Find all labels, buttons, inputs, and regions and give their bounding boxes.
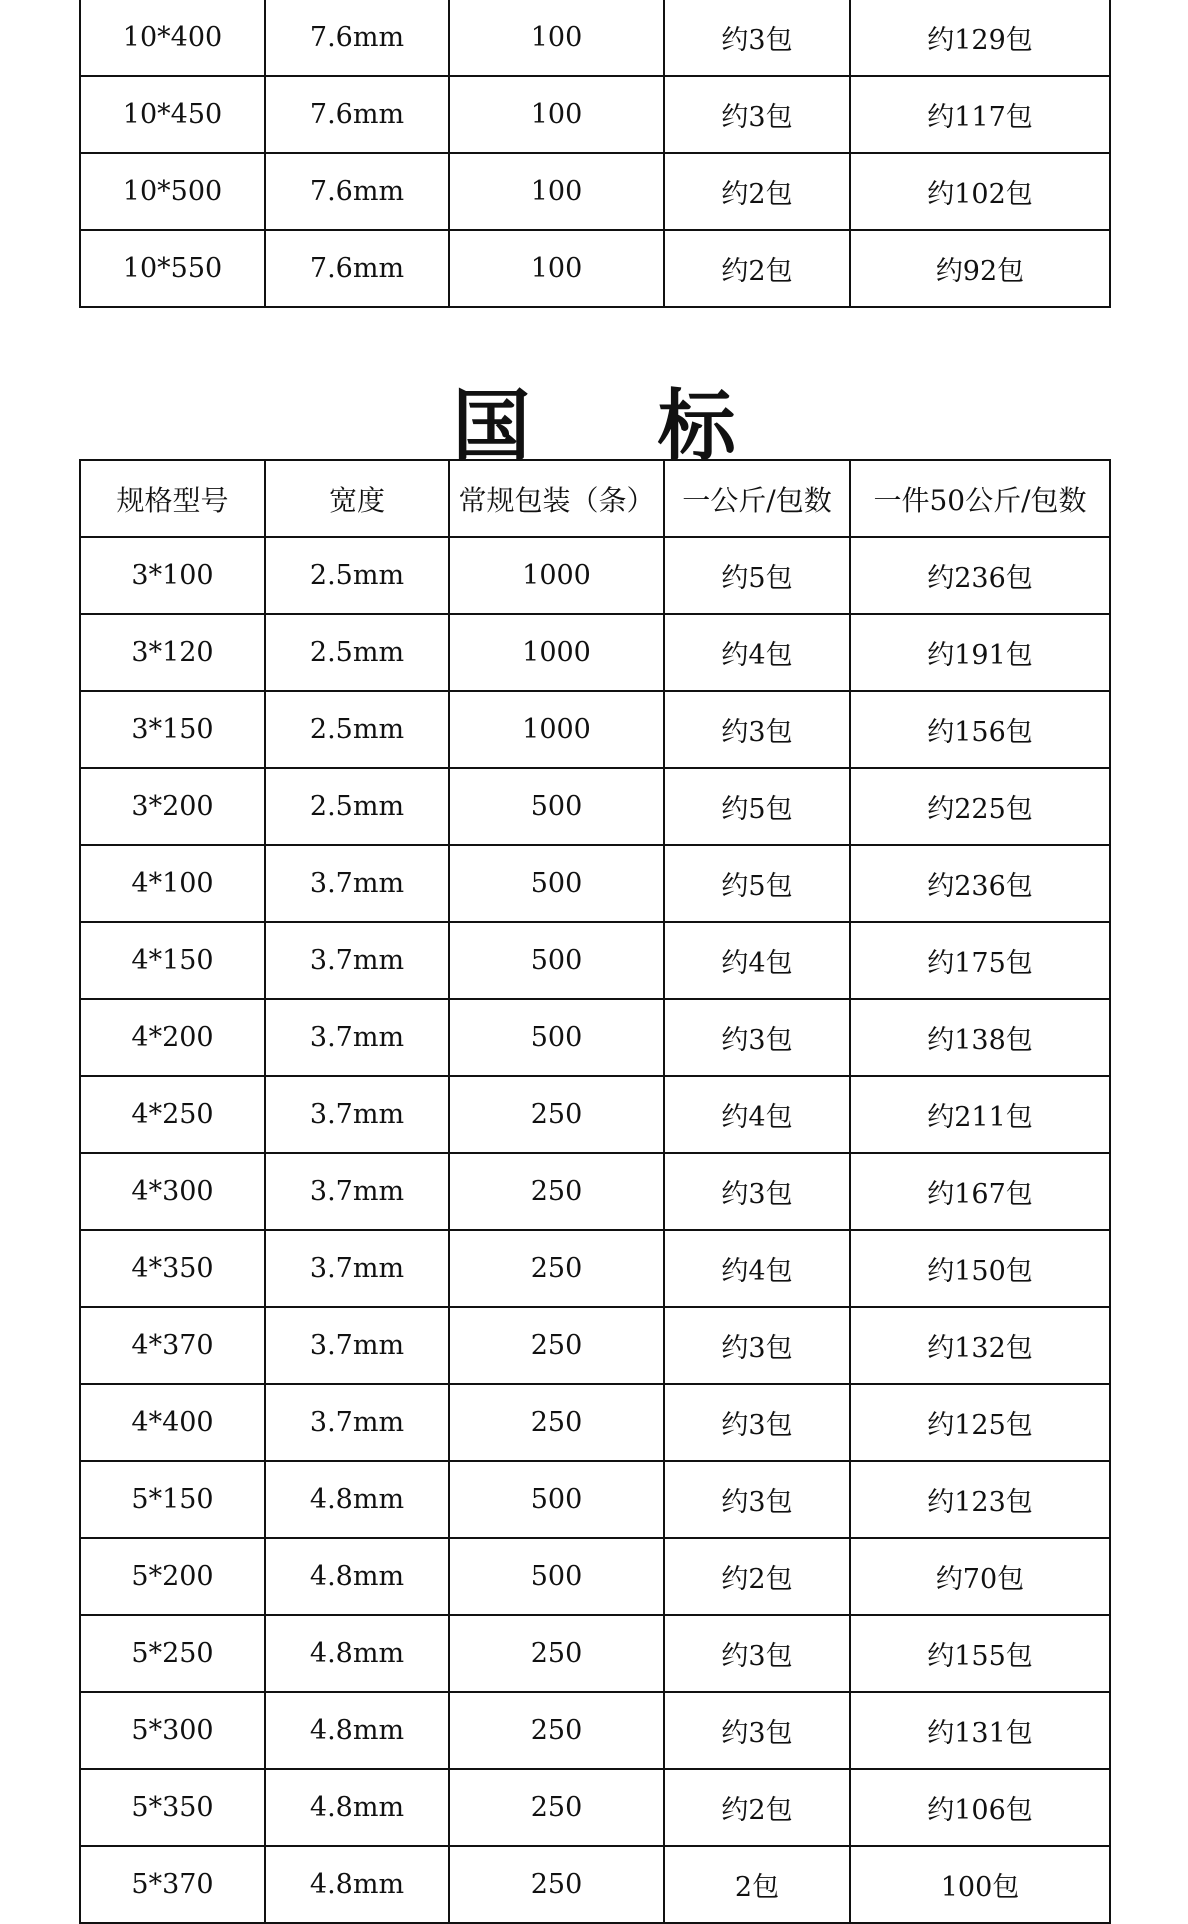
cell-packs-per-kg: 约3包 bbox=[664, 0, 850, 76]
table-row bbox=[80, 153, 1110, 230]
table-row bbox=[80, 768, 1110, 845]
cell-packs-per-kg: 约3包 bbox=[664, 1461, 850, 1538]
cell-width: 3.7mm bbox=[265, 1153, 449, 1230]
cell-width: 3.7mm bbox=[265, 1384, 449, 1461]
table-row bbox=[80, 1384, 1110, 1461]
cell-packs-per-kg: 约3包 bbox=[664, 76, 850, 153]
cell-packaging: 500 bbox=[449, 768, 664, 845]
cell-width: 4.8mm bbox=[265, 1615, 449, 1692]
cell-spec-model: 4*300 bbox=[80, 1153, 265, 1230]
header-width: 宽度 bbox=[265, 460, 449, 537]
cell-packs-per-kg: 2包 bbox=[664, 1846, 850, 1923]
cell-packs-per-kg: 约3包 bbox=[664, 691, 850, 768]
cell-spec-model: 4*250 bbox=[80, 1076, 265, 1153]
table-row bbox=[80, 1307, 1110, 1384]
cell-packs-per-50kg: 约175包 bbox=[850, 922, 1110, 999]
cell-width: 2.5mm bbox=[265, 614, 449, 691]
table-row bbox=[80, 1230, 1110, 1307]
cell-spec-model: 4*100 bbox=[80, 845, 265, 922]
cell-width: 4.8mm bbox=[265, 1846, 449, 1923]
cell-packaging: 100 bbox=[449, 230, 664, 307]
table-row bbox=[80, 230, 1110, 307]
cell-spec-model: 10*450 bbox=[80, 76, 265, 153]
cell-width: 3.7mm bbox=[265, 1307, 449, 1384]
cell-packs-per-50kg: 约236包 bbox=[850, 845, 1110, 922]
cell-width: 4.8mm bbox=[265, 1692, 449, 1769]
spec-table-top bbox=[79, 0, 1111, 308]
header-packs-per-kg: 一公斤/包数 bbox=[664, 460, 850, 537]
header-packs-per-50kg: 一件50公斤/包数 bbox=[850, 460, 1110, 537]
cell-packs-per-kg: 约4包 bbox=[664, 1230, 850, 1307]
cell-width: 7.6mm bbox=[265, 230, 449, 307]
cell-packs-per-kg: 约3包 bbox=[664, 1615, 850, 1692]
cell-packaging: 250 bbox=[449, 1230, 664, 1307]
cell-width: 7.6mm bbox=[265, 76, 449, 153]
cell-packs-per-50kg: 约236包 bbox=[850, 537, 1110, 614]
cell-width: 2.5mm bbox=[265, 768, 449, 845]
cell-packs-per-50kg: 约191包 bbox=[850, 614, 1110, 691]
cell-packs-per-kg: 约3包 bbox=[664, 1692, 850, 1769]
cell-spec-model: 4*370 bbox=[80, 1307, 265, 1384]
cell-spec-model: 3*120 bbox=[80, 614, 265, 691]
cell-spec-model: 4*200 bbox=[80, 999, 265, 1076]
cell-packs-per-50kg: 约131包 bbox=[850, 1692, 1110, 1769]
cell-packaging: 1000 bbox=[449, 537, 664, 614]
table-row bbox=[80, 1615, 1110, 1692]
cell-packaging: 500 bbox=[449, 999, 664, 1076]
cell-packs-per-kg: 约2包 bbox=[664, 1769, 850, 1846]
cell-packs-per-50kg: 约125包 bbox=[850, 1384, 1110, 1461]
cell-spec-model: 4*400 bbox=[80, 1384, 265, 1461]
cell-packaging: 100 bbox=[449, 76, 664, 153]
table-row bbox=[80, 1538, 1110, 1615]
cell-packs-per-50kg: 约167包 bbox=[850, 1153, 1110, 1230]
header-packaging: 常规包装（条） bbox=[449, 460, 664, 537]
cell-spec-model: 10*550 bbox=[80, 230, 265, 307]
cell-width: 2.5mm bbox=[265, 691, 449, 768]
cell-spec-model: 3*100 bbox=[80, 537, 265, 614]
table-row bbox=[80, 1461, 1110, 1538]
table-row bbox=[80, 0, 1110, 76]
cell-width: 3.7mm bbox=[265, 999, 449, 1076]
cell-packs-per-kg: 约4包 bbox=[664, 1076, 850, 1153]
cell-packaging: 500 bbox=[449, 845, 664, 922]
cell-width: 3.7mm bbox=[265, 845, 449, 922]
table-row bbox=[80, 922, 1110, 999]
spec-table-top-body bbox=[80, 0, 1110, 307]
cell-packaging: 1000 bbox=[449, 614, 664, 691]
cell-width: 7.6mm bbox=[265, 0, 449, 76]
cell-packs-per-kg: 约2包 bbox=[664, 1538, 850, 1615]
cell-packaging: 1000 bbox=[449, 691, 664, 768]
cell-packs-per-kg: 约5包 bbox=[664, 845, 850, 922]
cell-width: 7.6mm bbox=[265, 153, 449, 230]
cell-spec-model: 5*300 bbox=[80, 1692, 265, 1769]
table-row bbox=[80, 76, 1110, 153]
cell-packaging: 500 bbox=[449, 1461, 664, 1538]
cell-packaging: 250 bbox=[449, 1307, 664, 1384]
cell-width: 4.8mm bbox=[265, 1461, 449, 1538]
cell-packaging: 250 bbox=[449, 1615, 664, 1692]
cell-spec-model: 10*500 bbox=[80, 153, 265, 230]
cell-packs-per-50kg: 100包 bbox=[850, 1846, 1110, 1923]
cell-packs-per-50kg: 约70包 bbox=[850, 1538, 1110, 1615]
cell-spec-model: 5*250 bbox=[80, 1615, 265, 1692]
cell-spec-model: 5*150 bbox=[80, 1461, 265, 1538]
cell-packs-per-50kg: 约123包 bbox=[850, 1461, 1110, 1538]
cell-packaging: 100 bbox=[449, 0, 664, 76]
header-spec-model: 规格型号 bbox=[80, 460, 265, 537]
cell-packs-per-kg: 约5包 bbox=[664, 537, 850, 614]
cell-packs-per-50kg: 约92包 bbox=[850, 230, 1110, 307]
cell-packs-per-50kg: 约132包 bbox=[850, 1307, 1110, 1384]
cell-packs-per-kg: 约4包 bbox=[664, 922, 850, 999]
cell-packs-per-kg: 约5包 bbox=[664, 768, 850, 845]
cell-spec-model: 3*200 bbox=[80, 768, 265, 845]
cell-packaging: 100 bbox=[449, 153, 664, 230]
cell-packaging: 250 bbox=[449, 1153, 664, 1230]
cell-packs-per-kg: 约3包 bbox=[664, 1153, 850, 1230]
cell-width: 2.5mm bbox=[265, 537, 449, 614]
cell-packaging: 250 bbox=[449, 1846, 664, 1923]
table-row bbox=[80, 845, 1110, 922]
spec-table-gb-body bbox=[80, 537, 1110, 1923]
cell-packaging: 500 bbox=[449, 1538, 664, 1615]
table-row bbox=[80, 1846, 1110, 1923]
cell-packs-per-50kg: 约150包 bbox=[850, 1230, 1110, 1307]
cell-spec-model: 5*350 bbox=[80, 1769, 265, 1846]
cell-packs-per-50kg: 约155包 bbox=[850, 1615, 1110, 1692]
table-row bbox=[80, 1076, 1110, 1153]
cell-packs-per-50kg: 约211包 bbox=[850, 1076, 1110, 1153]
cell-packs-per-50kg: 约225包 bbox=[850, 768, 1110, 845]
cell-width: 3.7mm bbox=[265, 922, 449, 999]
table-row bbox=[80, 999, 1110, 1076]
cell-packs-per-50kg: 约156包 bbox=[850, 691, 1110, 768]
cell-width: 4.8mm bbox=[265, 1769, 449, 1846]
cell-spec-model: 10*400 bbox=[80, 0, 265, 76]
cell-packs-per-kg: 约2包 bbox=[664, 230, 850, 307]
cell-packs-per-kg: 约4包 bbox=[664, 614, 850, 691]
cell-packaging: 250 bbox=[449, 1769, 664, 1846]
table-header-row bbox=[80, 460, 1110, 537]
table-row bbox=[80, 1692, 1110, 1769]
cell-spec-model: 4*150 bbox=[80, 922, 265, 999]
table-row bbox=[80, 1153, 1110, 1230]
section-title: 国 标 bbox=[452, 381, 786, 472]
cell-packs-per-kg: 约2包 bbox=[664, 153, 850, 230]
cell-width: 4.8mm bbox=[265, 1538, 449, 1615]
cell-packaging: 250 bbox=[449, 1076, 664, 1153]
cell-packs-per-50kg: 约106包 bbox=[850, 1769, 1110, 1846]
cell-packs-per-50kg: 约102包 bbox=[850, 153, 1110, 230]
cell-width: 3.7mm bbox=[265, 1076, 449, 1153]
table-row bbox=[80, 691, 1110, 768]
cell-width: 3.7mm bbox=[265, 1230, 449, 1307]
cell-packaging: 250 bbox=[449, 1692, 664, 1769]
cell-packaging: 250 bbox=[449, 1384, 664, 1461]
table-row bbox=[80, 614, 1110, 691]
table-row bbox=[80, 1769, 1110, 1846]
table-row bbox=[80, 537, 1110, 614]
cell-spec-model: 5*370 bbox=[80, 1846, 265, 1923]
cell-packs-per-kg: 约3包 bbox=[664, 999, 850, 1076]
cell-packs-per-50kg: 约117包 bbox=[850, 76, 1110, 153]
cell-packs-per-50kg: 约138包 bbox=[850, 999, 1110, 1076]
spec-table-gb bbox=[79, 459, 1111, 1924]
cell-packaging: 500 bbox=[449, 922, 664, 999]
cell-packs-per-kg: 约3包 bbox=[664, 1307, 850, 1384]
cell-packs-per-50kg: 约129包 bbox=[850, 0, 1110, 76]
cell-spec-model: 3*150 bbox=[80, 691, 265, 768]
cell-packs-per-kg: 约3包 bbox=[664, 1384, 850, 1461]
cell-spec-model: 4*350 bbox=[80, 1230, 265, 1307]
cell-spec-model: 5*200 bbox=[80, 1538, 265, 1615]
